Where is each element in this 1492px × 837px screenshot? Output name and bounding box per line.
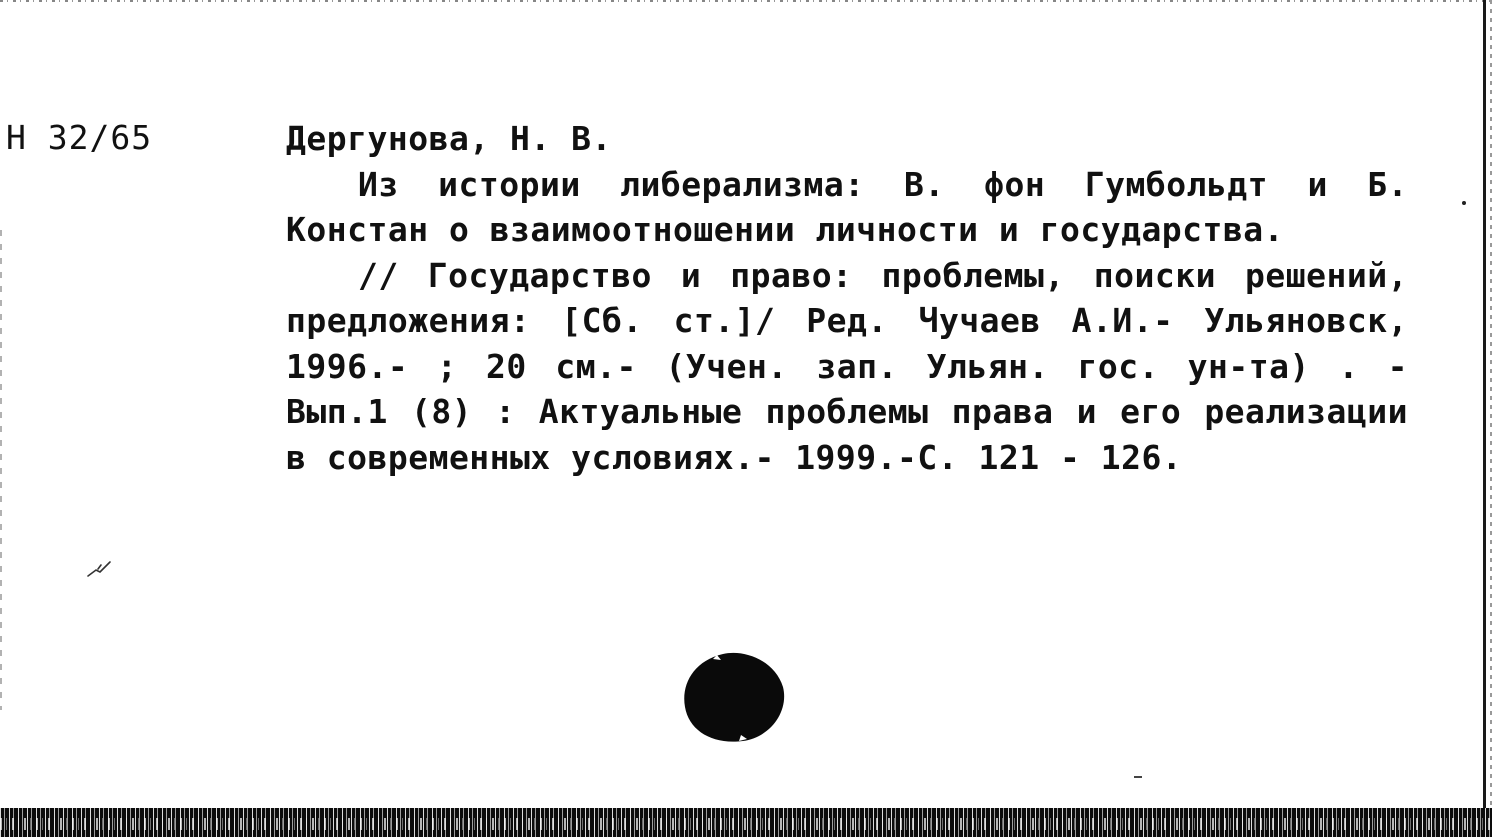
author-heading: Дергунова, Н. В. [286,119,612,158]
pencil-mark [86,557,114,579]
scan-edge-right [1483,0,1486,810]
scan-edge-bottom [0,808,1492,837]
bibliographic-entry [286,116,1408,480]
scan-edge-left [0,230,2,710]
speck [1462,201,1466,205]
punch-hole-blot [683,651,785,743]
source-paragraph: // Государство и право: проблемы, поиски решений, предложения: [Сб. ст.]/ Ред. Чучаев А.И.- Ульяновск, 1996.- ; 20 см.- (Учен. зап. Ульян. гос. ун-та) . - Вып.1 (8) : Актуальные проблемы права и его реализации в современных условиях.- 1999.-С. 121 - 126. [286,255,1408,477]
speck [1134,776,1142,778]
scan-edge-top [0,0,1492,2]
title-paragraph: Из истории либерализма: В. фон Гумбольдт и Б. Констан о взаимоотношении личности и государства. [286,164,1408,249]
shelf-mark: Н 32/65 [6,118,153,157]
